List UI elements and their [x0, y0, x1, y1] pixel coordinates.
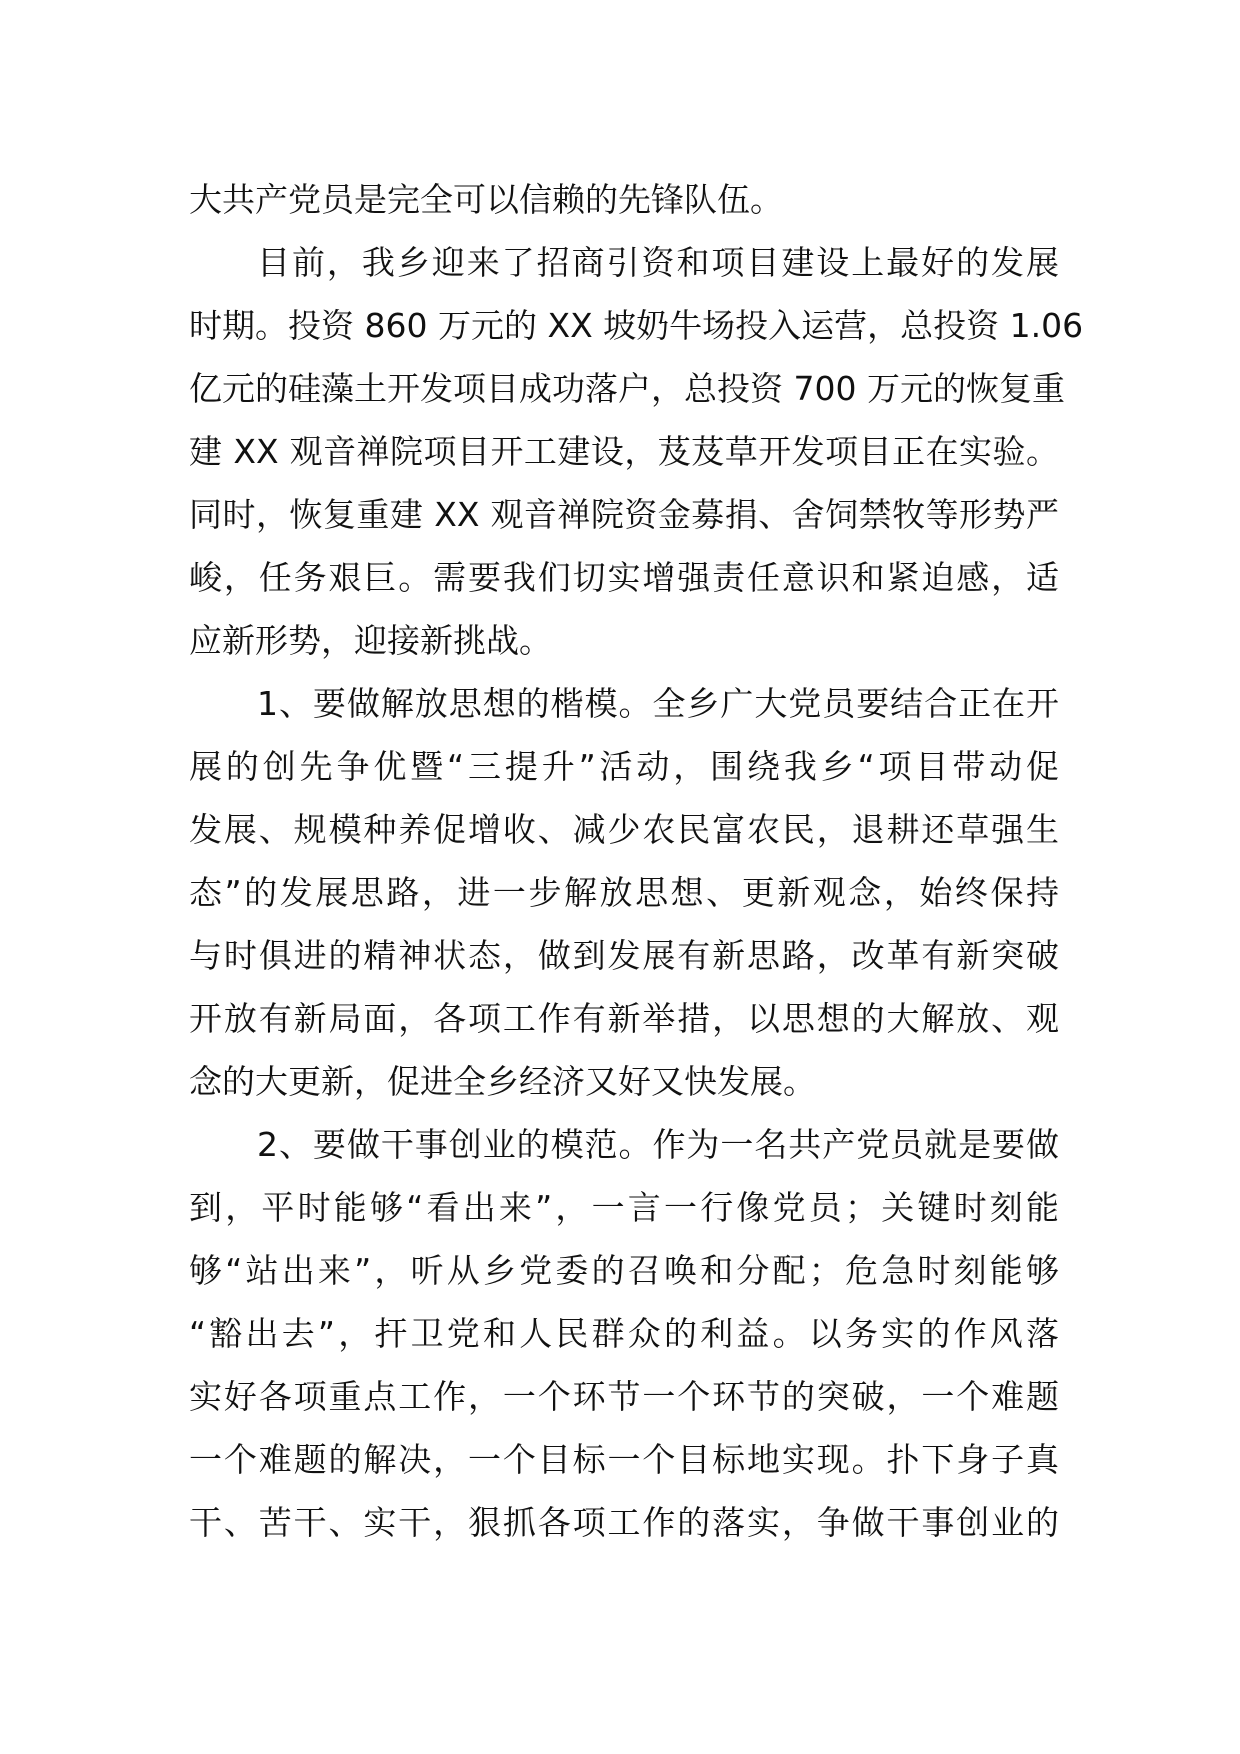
text-line: 干、苦干、实干，狠抓各项工作的落实，争做干事创业的 [189, 1503, 1059, 1542]
text-line: 念的大更新，促进全乡经济又好又快发展。 [189, 1062, 816, 1101]
text-line: 实好各项重点工作，一个环节一个环节的突破，一个难题 [189, 1377, 1059, 1416]
text-line: 亿元的硅藻土开发项目成功落户，总投资 700 万元的恢复重 [189, 369, 1065, 408]
text-line: 应新形势，迎接新挑战。 [189, 621, 552, 660]
text-line: 建 XX 观音禅院项目开工建设，芨芨草开发项目正在实验。 [189, 432, 1059, 471]
text-line: 展的创先争优暨“三提升”活动，围绕我乡“项目带动促 [189, 747, 1059, 786]
text-line: 发展、规模种养促增收、减少农民富农民，退耕还草强生 [189, 810, 1059, 849]
text-line: 与时俱进的精神状态，做到发展有新思路，改革有新突破 [189, 936, 1059, 975]
text-line: 大共产党员是完全可以信赖的先锋队伍。 [189, 180, 783, 219]
text-line: 开放有新局面，各项工作有新举措，以思想的大解放、观 [189, 999, 1059, 1038]
text-line: 同时，恢复重建 XX 观音禅院资金募捐、舍饲禁牧等形势严 [189, 495, 1059, 534]
text-line: 到，平时能够“看出来”，一言一行像党员；关键时刻能 [189, 1188, 1059, 1227]
text-line: “豁出去”，扞卫党和人民群众的利益。以务实的作风落 [189, 1314, 1059, 1353]
text-line: 态”的发展思路，进一步解放思想、更新观念，始终保持 [189, 873, 1059, 912]
text-line: 够“站出来”，听从乡党委的召唤和分配；危急时刻能够 [189, 1251, 1059, 1290]
text-line: 峻，任务艰巨。需要我们切实增强责任意识和紧迫感，适 [189, 558, 1059, 597]
text-line: 时期。投资 860 万元的 XX 坡奶牛场投入运营，总投资 1.06 [189, 306, 1084, 345]
paragraph-first-line: 2、要做干事创业的模范。作为一名共产党员就是要做 [257, 1125, 1059, 1164]
text-line: 一个难题的解决，一个目标一个目标地实现。扑下身子真 [189, 1440, 1059, 1479]
paragraph-first-line: 目前，我乡迎来了招商引资和项目建设上最好的发展 [257, 243, 1059, 282]
paragraph-first-line: 1、要做解放思想的楷模。全乡广大党员要结合正在开 [257, 684, 1059, 723]
